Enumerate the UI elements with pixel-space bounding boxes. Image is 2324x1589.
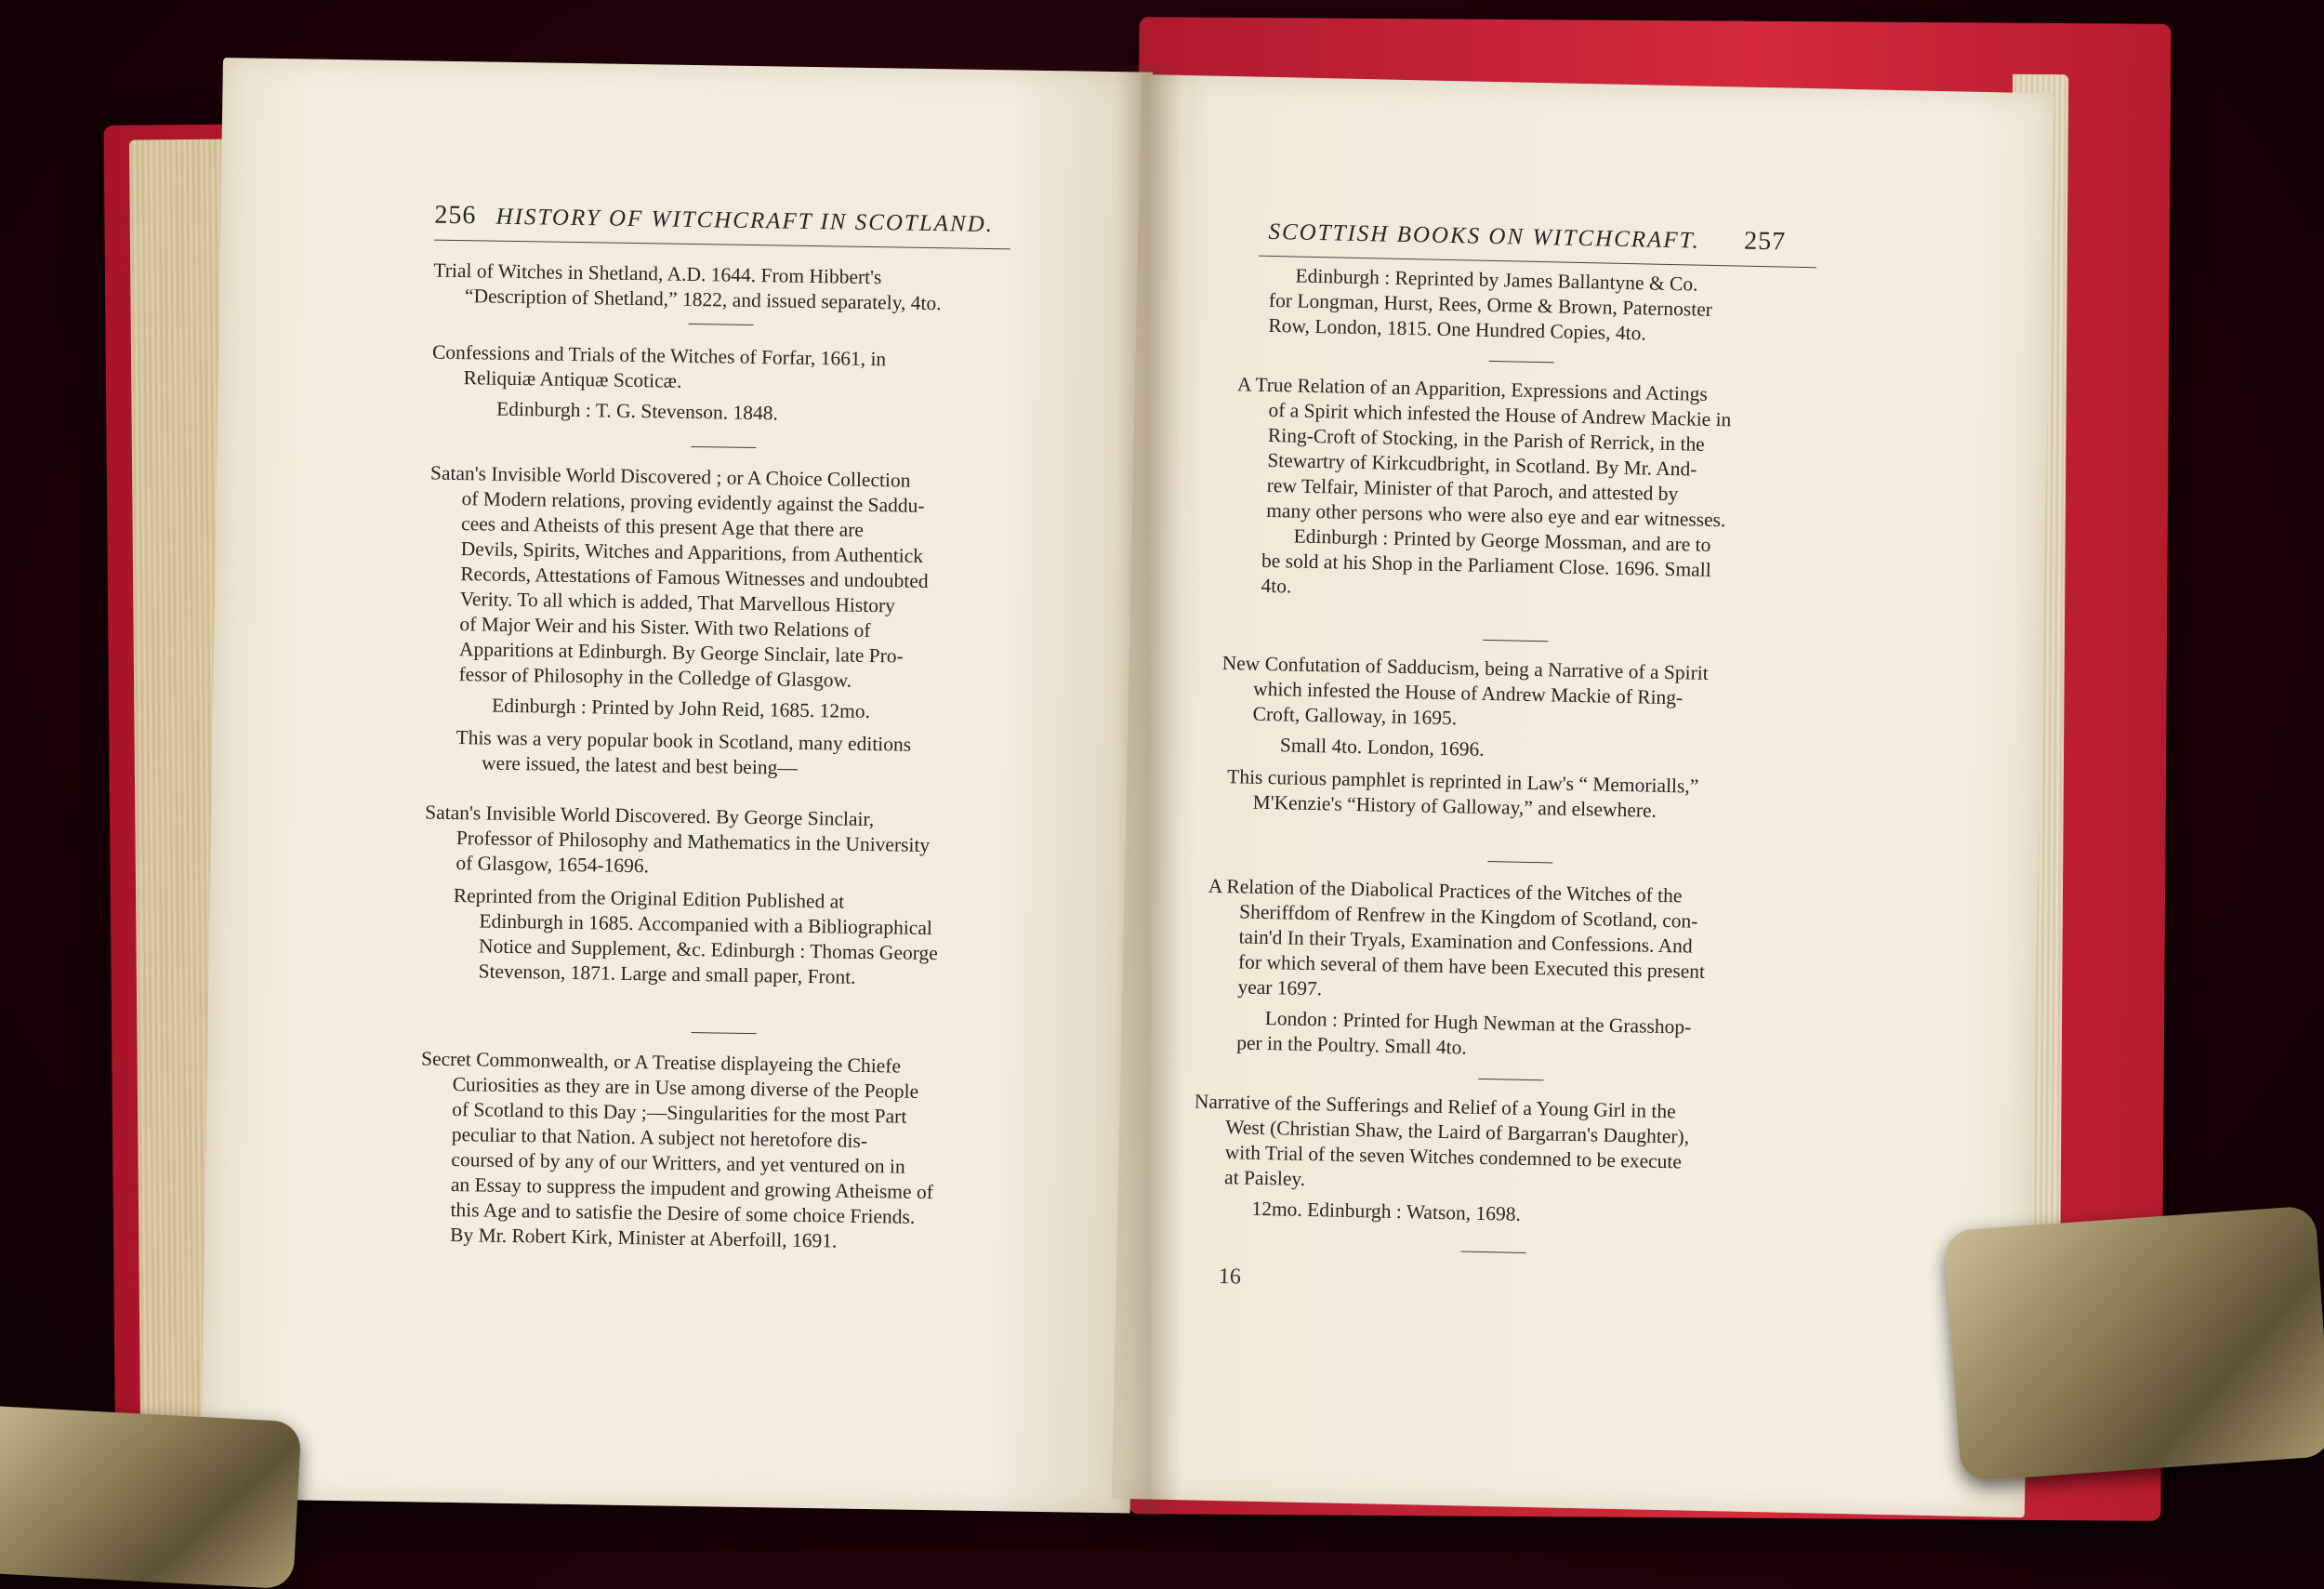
entry-text: Secret Commonwealth, or A Treatise displayeing the Chiefe Curiosities as they are in Use among diverse of the People of Scotland to this Day ;—Singularities for the most Part peculiar to that Nation. A subject not heretofore dis- coursed of by any of our Writters, and yet ventured on in an Essay to suppress the impudent and growing Atheisme of this Age and to satisfie the Desire of some choice Friends. By Mr. Robert Kirk, Minister at Aberfoill, 1691. [420, 1047, 934, 1252]
entry-imprint: Edinburgh : T. G. Stevenson. 1848. [495, 397, 779, 425]
entry-imprint-cont: per in the Poultry. Small 4to. [1235, 1031, 1468, 1059]
entry-text: A True Relation of an Apparition, Expressions and Actings of a Spirit which infested the House of Andrew Mackie in Ring-Croft of Stocking, in the Parish of Rerrick, in the Stewartry of Kirkcudbright, in Scotland. By Mr. And- rew Telfair, Minister of that Paroch, and attested by many other persons who were also eye and ear witnesses. [1236, 373, 1732, 532]
entry-imprint: Edinburgh : Printed by John Reid, 1685. 12mo. [491, 694, 871, 723]
entry-text: Satan's Invisible World Discovered ; or A Choice Collection of Modern relations, proving evidently against the Saddu- cees and Atheists of this present Age that there are Devils, Spirits, Witches and Apparitions, from Authentick Records, Attestations of Famous Witnesses and undoubted Verity. To all which is added, That Marvellous History of Major Weir and his Sister. With two Relations of Apparitions at Edinburgh. By George Sinclair, late Pro- fessor of Philosophy in the Colledge of Glasgow. [429, 461, 929, 692]
signature-mark: 16 [1218, 1265, 1242, 1290]
bibliography-entry [1219, 651, 1827, 828]
brass-hand-holder-right [1944, 1205, 2324, 1481]
bibliography-entry [422, 801, 1001, 993]
entry-imprint: Small 4to. London, 1696. [1279, 734, 1485, 761]
entry-text: Narrative of the Sufferings and Relief of a Young Girl in the West (Christian Shaw, the Laird of Bargarran's Daughter), with Trial of the seven Witches condemned to be execute at Paisley. [1194, 1090, 1690, 1190]
entry-text: Satan's Invisible World Discovered. By George Sinclair, Professor of Philosophy and Mathematics in the University of Glasgow, 1654-1696. [425, 801, 931, 878]
page-number: 256 [434, 200, 477, 231]
entry-note: This curious pamphlet is reprinted in Law's “ Memorialls,” M'Kenzie's “History of Galloway,” and elsewhere. [1226, 765, 1699, 822]
bibliography-entry [1233, 372, 1832, 610]
entry-note: Reprinted from the Original Edition Published at Edinburgh in 1685. Accompanied with a Bibliographical Notice and Supplement, &c. Edinburgh : Thomas George Stevenson, 1871. Large and small paper, Front. [453, 884, 938, 988]
entry-imprint: 12mo. Edinburgh : Watson, 1698. [1251, 1197, 1522, 1225]
entry-separator [1487, 861, 1552, 863]
left-page [201, 58, 1153, 1514]
header-rule [434, 240, 1010, 250]
bibliography-entry [1248, 262, 1826, 350]
entry-separator [1489, 361, 1554, 363]
entry-separator [689, 324, 754, 325]
entry-text: New Confutation of Sadducism, being a Narrative of a Spirit which infested the House of Andrew Mackie of Ring- Croft, Galloway, in 1695. [1221, 651, 1709, 730]
entry-separator [1461, 1251, 1526, 1252]
entry-separator [692, 1032, 757, 1034]
entry-imprint: London : Printed for Hugh Newman at the Grasshop- [1264, 1007, 1692, 1039]
entry-imprint-cont: be sold at his Shop in the Parliament Close. 1696. Small 4to. [1261, 549, 1711, 598]
right-page-header [1268, 217, 1786, 258]
right-page [1112, 74, 2054, 1517]
running-title: HISTORY OF WITCHCRAFT IN SCOTLAND. [495, 204, 995, 238]
entry-separator [1478, 1079, 1543, 1080]
brass-hand-holder-left [0, 1405, 301, 1589]
running-title: SCOTTISH BOOKS ON WITCHCRAFT. [1268, 218, 1701, 254]
entry-imprint-cont: for Longman, Hurst, Rees, Orme & Brown, Paternoster Row, London, 1815. One Hundred Copies, 4to. [1268, 288, 1713, 345]
bibliography-entry [431, 340, 1009, 430]
bibliography-entry [1205, 874, 1822, 1068]
bibliography-entry [418, 1046, 1007, 1256]
entry-separator [691, 446, 756, 448]
entry-separator [1483, 640, 1548, 642]
entry-text: A Relation of the Diabolical Practices of the Witches of the Sheriffdom of Renfrew in the Kingdom of Scotland, con- tain'd In their Tryals, Examination and Confessions. And for which several of them have been Executed this present year 1697. [1208, 874, 1706, 1000]
entry-text: Confessions and Trials of the Witches of Forfar, 1661, in Reliquiæ Antiquæ Scoticæ. [431, 340, 887, 392]
entry-text: Trial of Witches in Shetland, A.D. 1644. From Hibbert's “Description of Shetland,” 1822, and issued separately, 4to. [433, 258, 942, 315]
book-gutter [1116, 65, 1181, 1516]
bibliography-entry [1192, 1089, 1817, 1233]
entry-imprint: Edinburgh : Printed by George Mossman, and are to [1293, 524, 1711, 556]
page-number: 257 [1743, 226, 1787, 257]
entry-note: This was a very popular book in Scotland, many editions were issued, the latest and best being— [456, 726, 912, 779]
bibliography-entry [433, 258, 1010, 318]
left-page-header [434, 201, 994, 239]
entry-imprint: Edinburgh : Reprinted by James Ballantyne & Co. [1295, 264, 1698, 296]
bibliography-entry [426, 461, 1007, 785]
